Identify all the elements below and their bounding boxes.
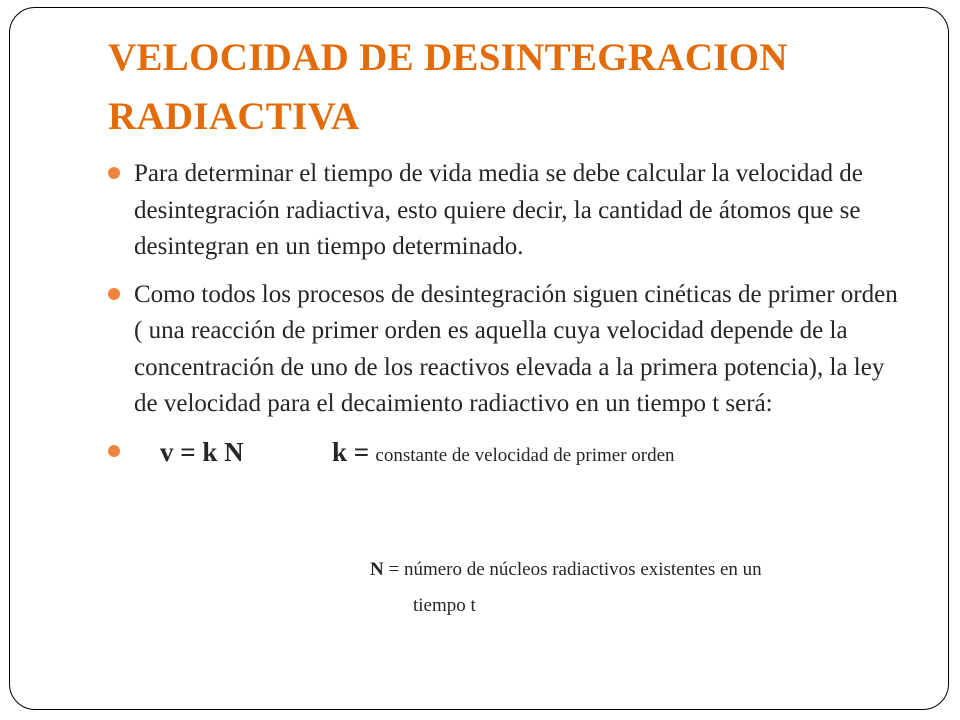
- bullet-item-vida-media: [106, 156, 906, 266]
- bullet-item-cinetica: [106, 277, 906, 423]
- k-symbol: k =: [332, 436, 370, 467]
- n-definition: [370, 552, 890, 624]
- k-definition-text: constante de velocidad de primer orden: [375, 444, 675, 466]
- bullet-text: Para determinar el tiempo de vida media se debe calcular la velocidad de desintegración radiactiva, esto quiere decir, la cantidad de átomos que se desintegran en un tiempo determinado.: [134, 160, 863, 260]
- bullet-dot-icon: [108, 445, 120, 457]
- bullet-item-formula: [106, 434, 906, 472]
- bullet-list: [106, 156, 906, 472]
- n-definition-text: = número de núcleos radiactivos existentes en un: [388, 559, 762, 580]
- bullet-dot-icon: [108, 167, 120, 179]
- rate-equation: v = k N: [160, 436, 244, 467]
- bullet-dot-icon: [108, 288, 120, 300]
- n-definition-text-continued: tiempo t: [413, 595, 476, 616]
- n-symbol: N: [370, 559, 384, 580]
- bullet-text: Como todos los procesos de desintegración siguen cinéticas de primer orden ( una reacción de primer orden es aquella cuya velocidad depende de la concentración de uno de los reactivos elevada a la primera potencia), la ley de velocidad para el decaimiento radiactivo en un tiempo t será:: [134, 280, 898, 417]
- slide-title: VELOCIDAD DE DESINTEGRACION RADIACTIVA: [108, 36, 788, 138]
- k-definition: [332, 434, 675, 475]
